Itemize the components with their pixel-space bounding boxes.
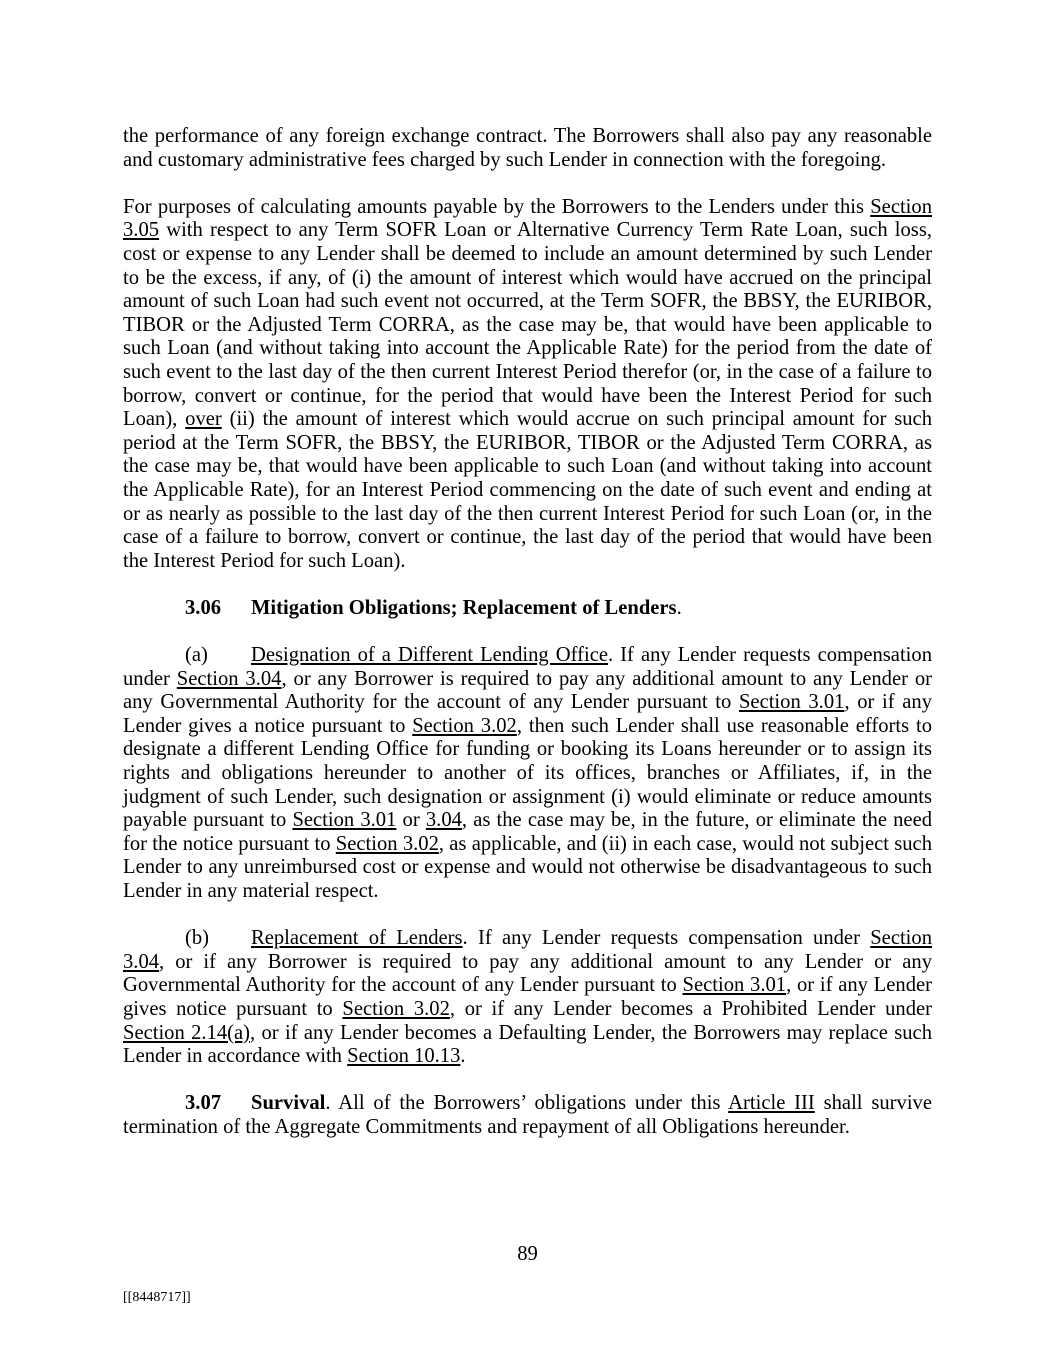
cross-reference: Section 3.04 (123, 927, 932, 973)
cross-reference: 3.04 (425, 809, 462, 832)
text-run: , or if any Borrower is required to pay any additional amount to any Lender or any Governmental Authority for the account of any Lender pursuant to (123, 950, 932, 997)
cross-reference: over (185, 408, 222, 431)
text-run: Survival (251, 1092, 326, 1115)
document-body (123, 125, 932, 1163)
heading-section-3-06 (123, 597, 932, 621)
text-run: . (460, 1045, 466, 1068)
paragraph-label: 3.07 (185, 1092, 222, 1115)
paragraph-3-06-a (123, 644, 932, 904)
text-run: Mitigation Obligations; Replacement of Lenders (251, 596, 677, 619)
cross-reference: Section 3.01 (738, 691, 845, 714)
text-run: , or if any Lender gives a notice pursuant to (123, 691, 932, 737)
text-run: . All of the Borrowers’ obligations under this (325, 1092, 729, 1115)
paragraph-3-07-survival (123, 1092, 932, 1139)
cross-reference: Designation of a Different Lending Office (251, 644, 608, 667)
text-run: , or any Borrower is required to pay any additional amount to any Lender or any Governmental Authority for the account of any Lender pursuant to (123, 667, 932, 714)
text-run: , or if any Lender becomes a Defaulting Lender, the Borrowers may replace such Lender in accordance with (123, 1021, 932, 1068)
paragraph-3-06-b (123, 927, 932, 1069)
text-run: , as applicable, and (ii) in each case, would not subject such Lender to any unreimbursed cost or expense and would not otherwise be disadvantageous to such Lender in any material respect. (123, 832, 932, 902)
text-run: , or if any Lender gives notice pursuant to (123, 974, 932, 1020)
text-run: shall survive termination of the Aggregate Commitments and repayment of all Obligations hereunder. (123, 1092, 932, 1138)
text-run: the performance of any foreign exchange contract. The Borrowers shall also pay any reasonable and customary administrative fees charged by such Lender in connection with the foregoing. (123, 125, 932, 171)
cross-reference: Section 3.05 (123, 195, 932, 242)
cross-reference: Article III (728, 1092, 815, 1115)
paragraph-lender-fees (123, 125, 932, 172)
cross-reference: Section 3.02 (335, 832, 439, 855)
text-run: with respect to any Term SOFR Loan or Alternative Currency Term Rate Loan, such loss, cost or expense to any Lender shall be deemed to include an amount determined by such Lender to be the excess, if any, of (i) the amount of interest which would have accrued on the principal amount of such Loan had such event not occurred, at the Term SOFR, the BBSY, the EURIBOR, TIBOR or the Adjusted Term CORRA, as the case may be, that would have been applicable to such Loan (and without taking into account the Applicable Rate) for the period from the date of such event to the last day of the then current Interest Period therefor (or, in the case of a failure to borrow, convert or continue, for the period that would have been the Interest Period for such Loan), (123, 219, 932, 431)
cross-reference: Section 3.01 (292, 809, 397, 832)
cross-reference: Section 10.13 (347, 1045, 461, 1068)
text-run: . If any Lender requests compensation under (462, 927, 871, 950)
cross-reference: Section 3.02 (342, 997, 450, 1020)
paragraph-label: (a) (185, 644, 208, 667)
cross-reference: Replacement of Lenders (251, 927, 463, 950)
text-run: . (676, 596, 682, 619)
cross-reference: Section 2.14(a) (123, 1021, 251, 1044)
cross-reference: Section 3.04 (176, 667, 282, 690)
text-run: . If any Lender requests compensation under (123, 644, 932, 690)
text-run: , as the case may be, in the future, or eliminate the need for the notice pursuant to (123, 809, 933, 855)
text-run: For purposes of calculating amounts payable by the Borrowers to the Lenders under this (123, 195, 871, 218)
paragraph-label: 3.06 (185, 596, 222, 619)
cross-reference: Section 3.02 (412, 714, 517, 737)
text-run: , then such Lender shall use reasonable efforts to designate a different Lending Office for funding or booking its Loans hereunder or to assign its rights and obligations hereunder to another of its offices, branches or Affiliates, if, in the judgment of such Lender, such designation or assignment (i) would eliminate or reduce amounts payable pursuant to (123, 714, 932, 832)
text-run: or (396, 809, 426, 832)
page-number: 89 (517, 1243, 538, 1265)
paragraph-label: (b) (185, 927, 210, 950)
text-run: , or if any Lender becomes a Prohibited Lender under (449, 997, 932, 1020)
document-id-stamp: [[8448717]] (123, 1290, 191, 1305)
text-run: (ii) the amount of interest which would accrue on such principal amount for such period at the Term SOFR, the BBSY, the EURIBOR, TIBOR or the Adjusted Term CORRA, as the case may be, that would have been applicable to such Loan (and without taking into account the Applicable Rate), for an Interest Period commencing on the date of such event and ending at or as nearly as possible to the last day of the then current Interest Period for such Loan (or, in the case of a failure to borrow, convert or continue, the last day of the period that would have been the Interest Period for such Loan). (123, 408, 932, 572)
cross-reference: Section 3.01 (682, 974, 787, 997)
paragraph-calculation-of-amounts (123, 196, 932, 574)
